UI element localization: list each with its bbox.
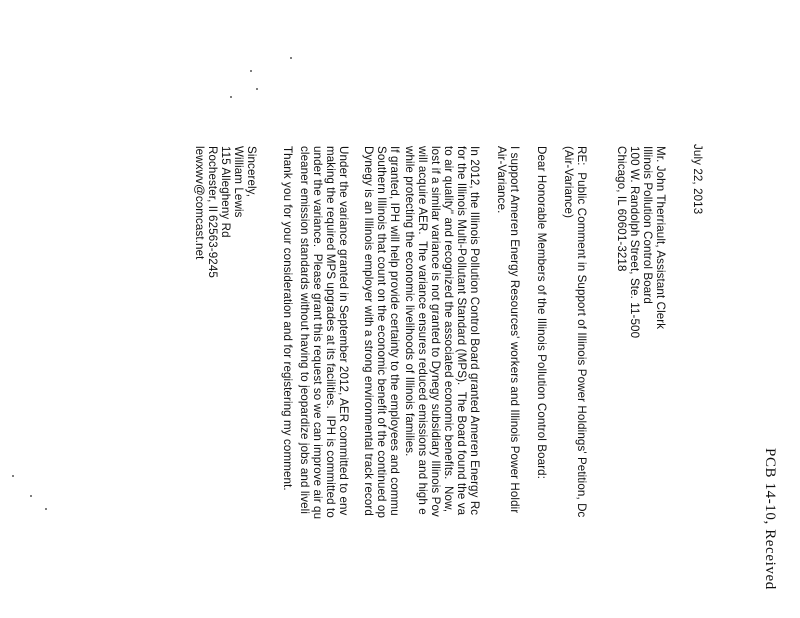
paragraph-line: while protecting the economic livelihoods of Illinois families. bbox=[403, 146, 416, 457]
paragraph-line: Air-Variance. bbox=[495, 146, 508, 214]
recipient-line: Chicago, IL 60601-3218 bbox=[615, 146, 628, 272]
paragraph-line: will acquire AER. The variance ensures reduced emissions and high e bbox=[416, 146, 429, 515]
sender-line: Rochester, Il 62563-9245 bbox=[206, 146, 219, 278]
paragraph-line: I support Ameren Energy Resources' workers and Illinois Power Holdir bbox=[508, 146, 521, 514]
sender-line: William Lewis bbox=[232, 146, 245, 218]
re-line: RE: Public Comment in Support of Illinois Power Holdings' Petition, Dc bbox=[575, 146, 588, 518]
sender-line: 115 Allegheny Rd bbox=[219, 146, 232, 238]
paragraph-line: lost if a similar variance is not granted to Dynegy subsidiary Illinois Pov bbox=[429, 146, 442, 517]
scan-speck bbox=[230, 96, 232, 98]
paragraph-line: making the required MPS upgrades at its facilities. IPH is committed to bbox=[324, 146, 337, 518]
received-stamp: PCB 14-10, Received bbox=[762, 448, 778, 590]
paragraph-line: Under the variance granted in September 2012, AER committed to env bbox=[337, 146, 350, 516]
scan-speck bbox=[256, 88, 258, 90]
paragraph-line: cleaner emission standards without having to jeopardize jobs and liveli bbox=[298, 146, 311, 515]
paragraph-line: to air quality" and recognized the associated economic benefits. Now, bbox=[442, 146, 455, 513]
paragraph-line: In 2012, the Illinois Pollution Control Board granted Ameren Energy Rc bbox=[468, 146, 481, 516]
scan-speck bbox=[45, 508, 47, 510]
paragraph-line: for the Illinois Multi-Pollutant Standard (MPS). The Board found the va bbox=[455, 146, 468, 516]
paragraph-line: Dynegy is an Illinois employer with a strong environmental track record bbox=[362, 146, 375, 516]
letter-date: July 22, 2013 bbox=[691, 144, 704, 215]
scan-speck bbox=[290, 57, 292, 59]
paragraph-line: Thank you for your consideration and for registering my comment. bbox=[281, 146, 294, 491]
closing: Sincerely, bbox=[245, 146, 258, 198]
paragraph-line: under the variance. Please grant this request so we can improve air qu bbox=[311, 146, 324, 520]
paragraph-line: Southern Illinois that count on the economic benefit of the continued op bbox=[375, 146, 388, 519]
sender-email: lewxwv@comcast.net bbox=[193, 146, 206, 260]
recipient-line: 100 W. Randolph Street, Ste. 11-500 bbox=[628, 146, 641, 339]
salutation: Dear Honorable Members of the Illinois Pollution Control Board: bbox=[535, 146, 548, 480]
recipient-line: Mr. John Therriault, Assistant Clerk bbox=[654, 146, 667, 330]
re-line: (Air-Variance) bbox=[562, 146, 575, 219]
scan-speck bbox=[30, 495, 32, 497]
recipient-line: Illinois Pollution Control Board bbox=[641, 146, 654, 304]
paragraph-line: If granted, IPH will help provide certainty to the employees and commu bbox=[388, 146, 401, 516]
scan-speck bbox=[12, 475, 14, 477]
scan-speck bbox=[250, 70, 252, 72]
